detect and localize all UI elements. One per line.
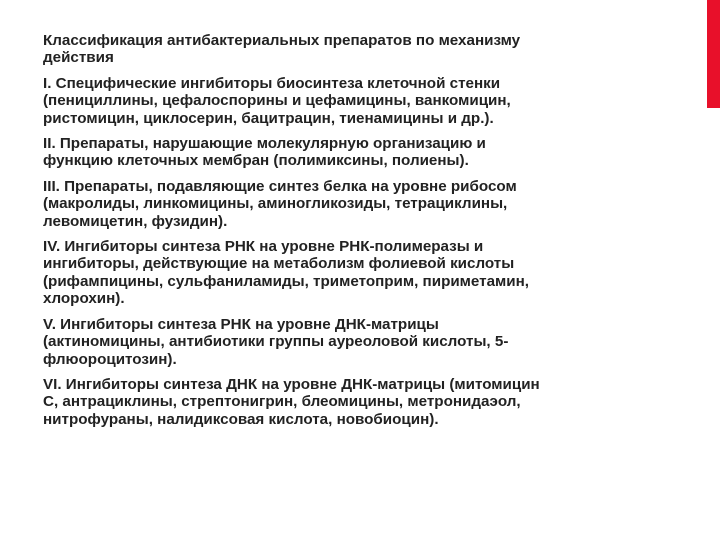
classification-item-1: I. Специфические ингибиторы биосинтеза клеточной стенки (пенициллины, цефалоспорины и цефамицины, ванкомицин, ристомицин, циклосерин, бацитрацин, тиенамицины и др.). [43,74,511,127]
slide-content [43,32,707,436]
classification-item-3: III. Препараты, подавляющие синтез белка на уровне рибосом (макролиды, линкомицины, аминогликозиды, тетрациклины, левомицетин, фузидин). [43,177,517,230]
classification-item-2: II. Препараты, нарушающие молекулярную организацию и функцию клеточных мембран (полимиксины, полиены). [43,135,486,170]
accent-bar [707,0,720,108]
classification-item-4: IV. Ингибиторы синтеза РНК на уровне РНК-полимеразы и ингибиторы, действующие на метаболизм фолиевой кислоты (рифампицины, сульфаниламиды, триметоприм, пириметамин, хлорохин). [43,238,530,308]
classification-item-5: V. Ингибиторы синтеза РНК на уровне ДНК-матрицы (актиномицины, антибиотики группы ауреоловой кислоты, 5- флюороцитозин). [43,315,509,368]
slide-title: Классификация антибактериальных препаратов по механизму действия [43,32,521,67]
classification-item-6: VI. Ингибиторы синтеза ДНК на уровне ДНК-матрицы (митомицин С, антрациклины, стрептонигрин, блеомицины, метронидаэол, нитрофураны, налидиксовая кислота, новобиоцин). [43,375,540,428]
